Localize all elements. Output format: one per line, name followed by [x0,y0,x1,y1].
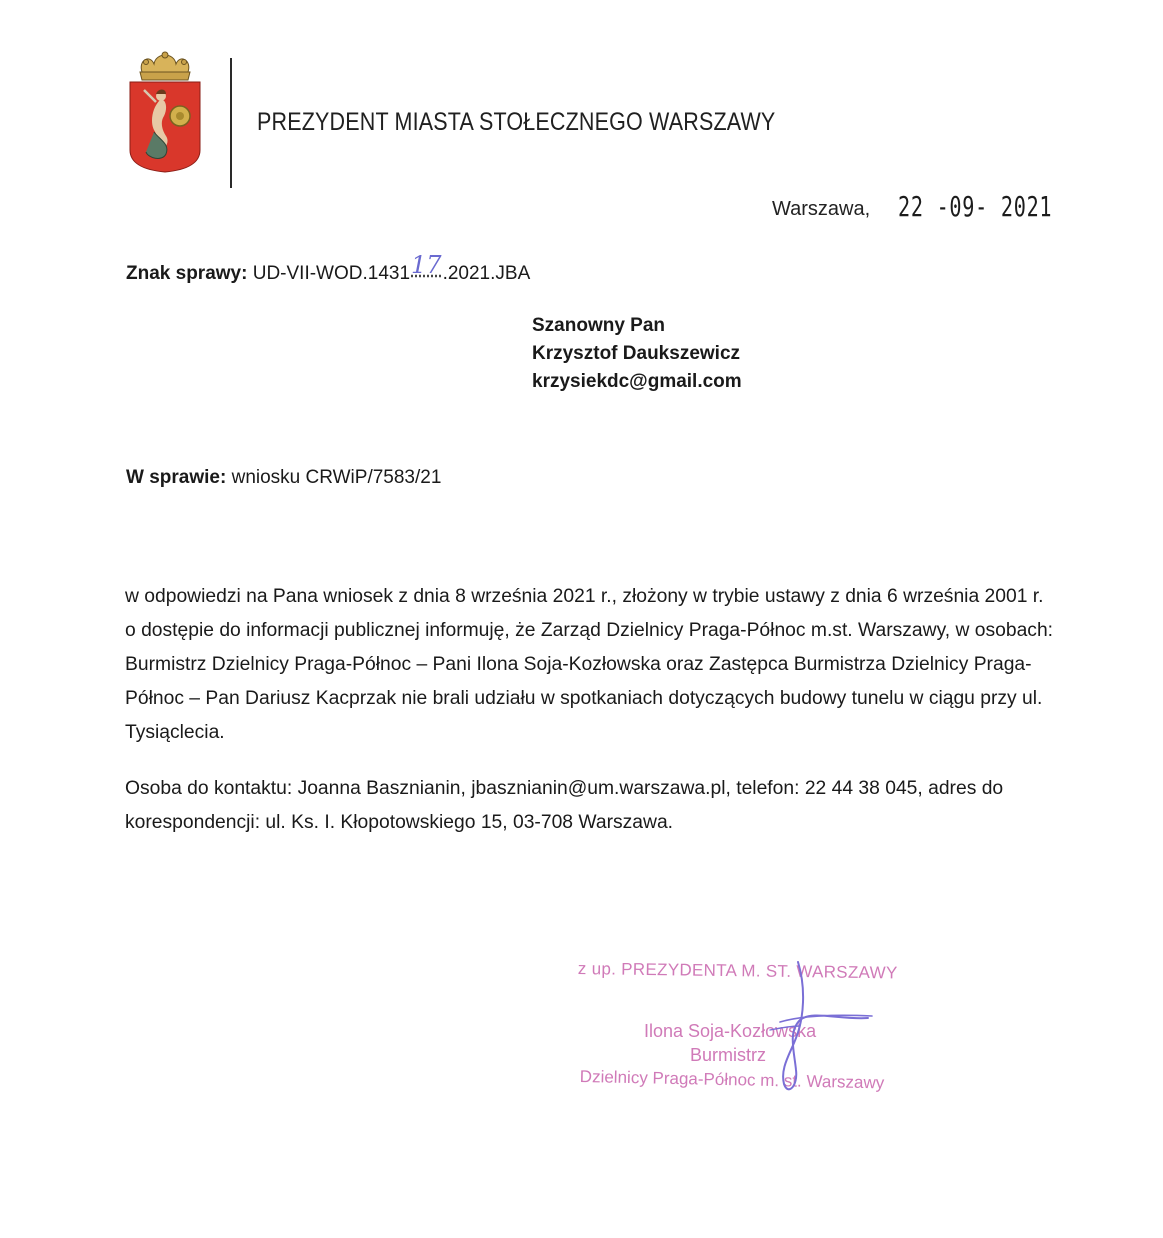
body-paragraph: w odpowiedzi na Pana wniosek z dnia 8 września 2021 r., złożony w trybie ustawy z dnia 6 września 2001 r. o dostępie do informacji publicznej informuję, że Zarząd Dzielnicy Praga-Północ m.st. Warszawy, w osobach: Burmistrz Dzielnicy Praga-Północ – Pani Ilona Soja-Kozłowska oraz Zastępca Burmistrza Dzielnicy Praga-Północ – Pan Dariusz Kacprzak nie brali udziału w spotkaniach dotyczących budowy tunelu w ciągu przy ul. Tysiąclecia. [125,586,1054,743]
institution-name: PREZYDENT MIASTA STOŁECZNEGO WARSZAWY [257,108,776,136]
stamp-signatory-title: Burmistrz [690,1045,766,1065]
subject-value: wniosku CRWiP/7583/21 [231,467,442,488]
date-stamp: 22 -09- 2021 [898,190,1053,223]
contact-paragraph: Osoba do kontaktu: Joanna Basznianin, jbasznianin@um.warszawa.pl, telefon: 22 44 38 045, adres do korespondencji: ul. Ks. I. Kłopotowskiego 15, 03-708 Warszawa. [125,778,1004,833]
case-reference-label: Znak sprawy: [126,263,248,284]
place-of-issue: Warszawa, [772,198,871,220]
recipient-name: Krzysztof Daukszewicz [532,343,741,364]
subject-line [126,467,441,489]
handwritten-signature-icon [740,958,880,1108]
recipient-salutation: Szanowny Pan [532,315,666,336]
warsaw-coat-of-arms-icon [126,50,204,174]
stamp-authority-line: z up. PREZYDENTA M. ST. WARSZAWY [577,959,898,983]
case-reference-prefix: UD-VII-WOD.1431 [252,263,411,284]
case-reference-suffix: .2021.JBA [442,263,531,284]
recipient-email: krzysiekdc@gmail.com [532,371,742,392]
case-reference [126,251,531,285]
header-divider [230,58,232,188]
subject-label: W sprawie: [126,467,227,488]
stamp-unit-line: Dzielnicy Praga-Północ m. st. Warszawy [579,1067,885,1093]
case-reference-handwritten-number: 17 [411,251,442,279]
stamp-signatory-name: Ilona Soja-Kozłowska [644,1021,817,1041]
recipient-block [532,312,742,396]
